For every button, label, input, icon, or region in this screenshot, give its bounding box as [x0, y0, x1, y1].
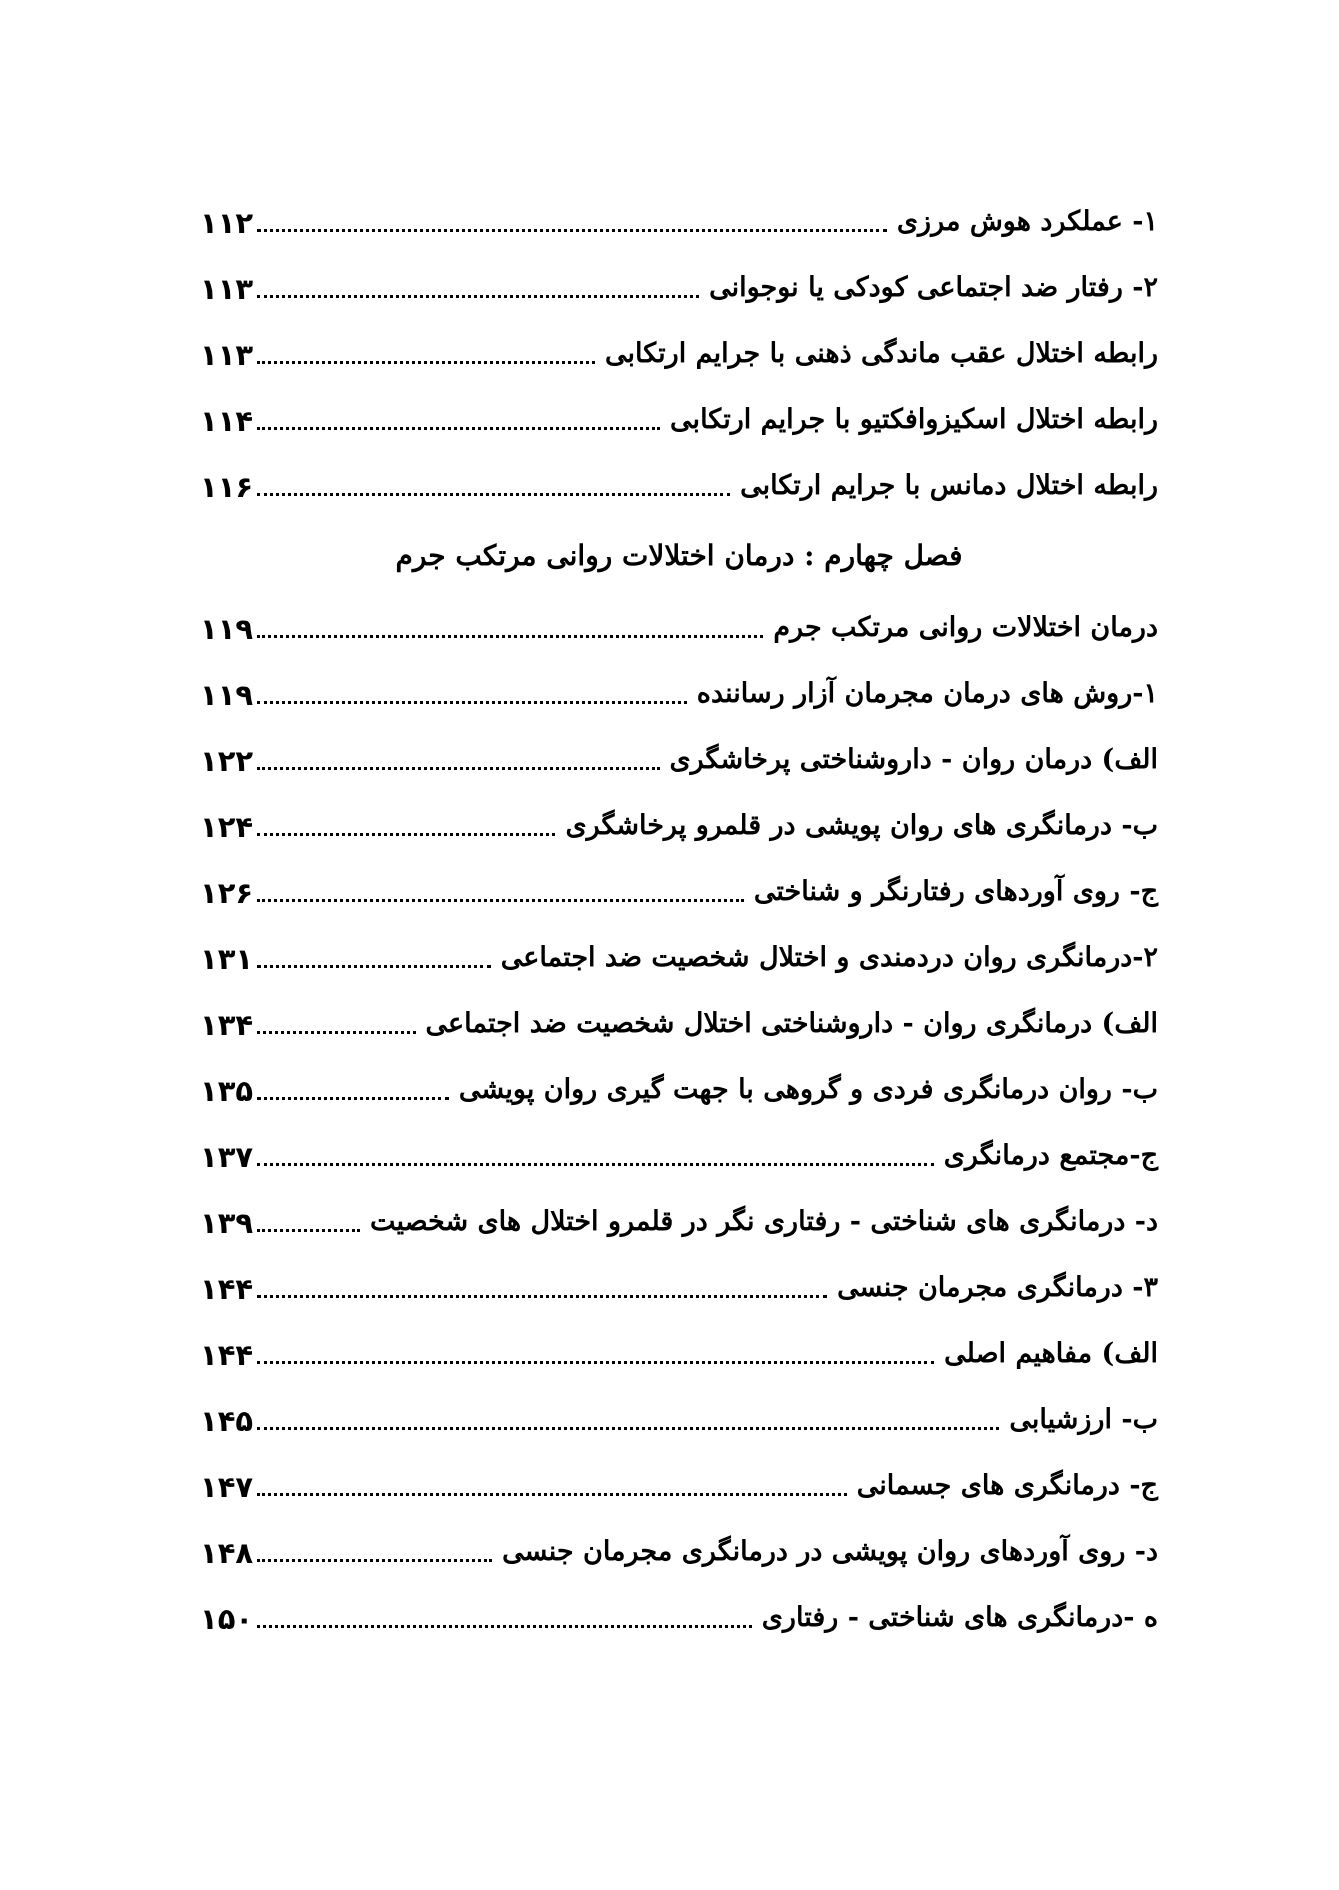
toc-entry-title: ۳- درمانگری مجرمان جنسی — [837, 1272, 1158, 1303]
toc-entry — [200, 450, 1158, 510]
toc-entry — [200, 988, 1158, 1048]
dot-leader — [257, 1097, 449, 1100]
toc-entry — [200, 790, 1158, 850]
toc-entry-page: ۱۵۰ — [200, 1602, 254, 1636]
toc-entry-title: ۲-درمانگری روان دردمندی و اختلال شخصیت ضد اجتماعی — [500, 942, 1158, 973]
toc-entry-page: ۱۱۹ — [200, 612, 254, 646]
dot-leader — [257, 1625, 752, 1628]
dot-leader — [257, 767, 659, 770]
toc-entry — [200, 592, 1158, 652]
toc-entry-page: ۱۳۵ — [200, 1074, 254, 1108]
toc-entry — [200, 1186, 1158, 1246]
toc-entry-page: ۱۳۷ — [200, 1140, 254, 1174]
toc-entry — [200, 922, 1158, 982]
toc-entry-page: ۱۱۳ — [200, 272, 254, 306]
dot-leader — [257, 229, 887, 232]
toc-entry — [200, 1516, 1158, 1576]
toc-entry-title: الف) مفاهیم اصلی — [944, 1338, 1158, 1369]
toc-entry — [200, 1384, 1158, 1444]
chapter-heading: فصل چهارم : درمان اختلالات روانی مرتکب جرم — [395, 539, 963, 572]
toc-entry-title: رابطه اختلال دمانس با جرایم ارتکابی — [740, 470, 1158, 501]
dot-leader — [257, 965, 491, 968]
toc-entry — [200, 1252, 1158, 1312]
toc-entry — [200, 724, 1158, 784]
dot-leader — [257, 1295, 827, 1298]
toc-entry — [200, 1054, 1158, 1114]
toc-entry-page: ۱۲۶ — [200, 876, 254, 910]
toc-entry — [200, 318, 1158, 378]
toc-entry-title: رابطه اختلال اسکیزوافکتیو با جرایم ارتکابی — [670, 404, 1158, 435]
toc-entry-page: ۱۲۴ — [200, 810, 254, 844]
toc-entry-title: ب- درمانگری های روان پویشی در قلمرو پرخاشگری — [565, 810, 1158, 841]
toc-entry-title: د- روی آوردهای روان پویشی در درمانگری مجرمان جنسی — [502, 1536, 1158, 1567]
dot-leader — [257, 361, 595, 364]
dot-leader — [257, 1361, 934, 1364]
toc-entry-title: د- درمانگری های شناختی - رفتاری نگر در قلمرو اختلال های شخصیت — [369, 1206, 1158, 1237]
toc-entry-title: ج- درمانگری های جسمانی — [856, 1470, 1158, 1501]
toc-entry-page: ۱۴۴ — [200, 1272, 254, 1306]
toc-entry-title: الف) درمانگری روان - داروشناختی اختلال شخصیت ضد اجتماعی — [425, 1008, 1158, 1039]
toc-entry-title: ه -درمانگری های شناختی - رفتاری — [761, 1602, 1158, 1633]
toc-entry — [200, 1120, 1158, 1180]
toc-entry-title: رابطه اختلال عقب ماندگی ذهنی با جرایم ارتکابی — [605, 338, 1158, 369]
toc-entry-page: ۱۳۹ — [200, 1206, 254, 1240]
dot-leader — [257, 1229, 360, 1232]
toc-entry — [200, 252, 1158, 312]
toc-entry — [200, 856, 1158, 916]
dot-leader — [257, 1163, 934, 1166]
toc-entry-page: ۱۳۴ — [200, 1008, 254, 1042]
dot-leader — [257, 493, 730, 496]
toc-entry — [200, 1318, 1158, 1378]
toc-entry-title: ب- روان درمانگری فردی و گروهی با جهت گیری روان پویشی — [458, 1074, 1158, 1105]
dot-leader — [257, 1493, 847, 1496]
toc-entry-page: ۱۳۱ — [200, 942, 254, 976]
toc-entry — [200, 384, 1158, 444]
dot-leader — [257, 295, 699, 298]
toc-entry-title: ۲- رفتار ضد اجتماعی کودکی یا نوجوانی — [709, 272, 1158, 303]
toc-entry-page: ۱۴۷ — [200, 1470, 254, 1504]
dot-leader — [257, 833, 555, 836]
toc-entry-page: ۱۴۸ — [200, 1536, 254, 1570]
toc-entry-page: ۱۲۲ — [200, 744, 254, 778]
dot-leader — [257, 899, 744, 902]
dot-leader — [257, 1031, 415, 1034]
toc-entry-page: ۱۱۴ — [200, 404, 254, 438]
toc-entry-page: ۱۴۵ — [200, 1404, 254, 1438]
toc-entry-page: ۱۱۳ — [200, 338, 254, 372]
dot-leader — [257, 635, 763, 638]
table-of-contents — [200, 186, 1158, 1706]
toc-entry-title: ج-مجتمع درمانگری — [943, 1140, 1158, 1171]
toc-entry-title: ۱-روش های درمان مجرمان آزار رساننده — [696, 678, 1158, 709]
toc-entry-title: ب- ارزشیابی — [1009, 1404, 1158, 1435]
toc-entry — [200, 1582, 1158, 1642]
dot-leader — [257, 701, 687, 704]
toc-entry-title: درمان اختلالات روانی مرتکب جرم — [773, 612, 1158, 643]
toc-entry-page: ۱۴۴ — [200, 1338, 254, 1372]
toc-entry — [200, 658, 1158, 718]
toc-entry-page: ۱۱۹ — [200, 678, 254, 712]
toc-entry-title: ۱- عملکرد هوش مرزی — [896, 206, 1158, 237]
toc-entry-title: ج- روی آوردهای رفتارنگر و شناختی — [753, 876, 1158, 907]
toc-entry — [200, 1450, 1158, 1510]
toc-entry-title: الف) درمان روان - داروشناختی پرخاشگری — [669, 744, 1158, 775]
dot-leader — [257, 1559, 492, 1562]
toc-entry — [200, 186, 1158, 246]
toc-entry-page: ۱۱۶ — [200, 470, 254, 504]
toc-entry-page: ۱۱۲ — [200, 206, 254, 240]
dot-leader — [257, 1427, 999, 1430]
dot-leader — [257, 427, 660, 430]
